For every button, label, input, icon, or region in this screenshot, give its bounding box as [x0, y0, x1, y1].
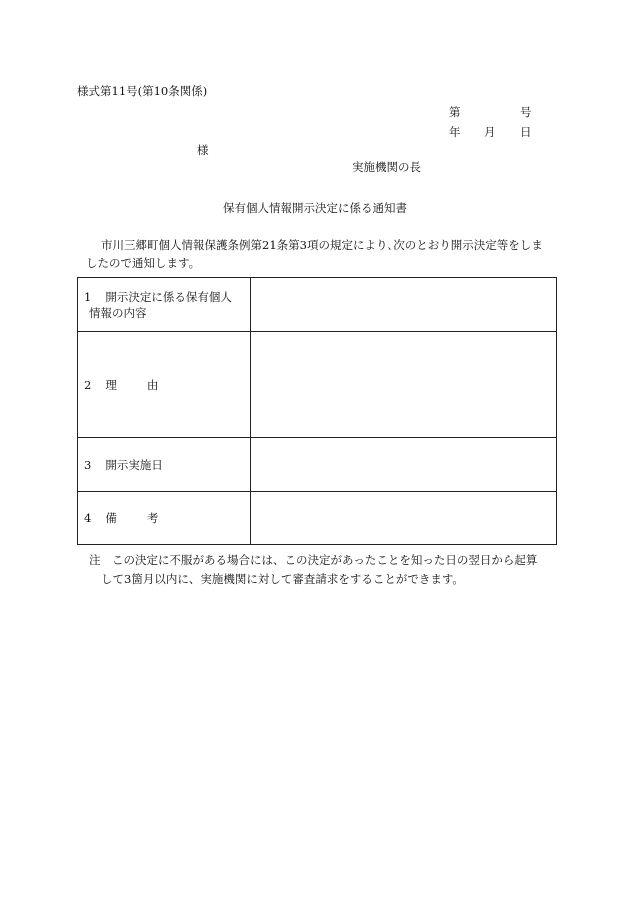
intro-line-1: 市川三郷町個人情報保護条例第21条第3項の規定により､次のとおり開示決定等をしま [101, 238, 543, 252]
date-day-label: 日 [520, 125, 532, 139]
table-row [78, 332, 557, 438]
row-2-label-a: 理 [105, 377, 117, 392]
row-4-label-b: 考 [146, 511, 159, 525]
row-1-label [78, 278, 251, 332]
row-1-label-line-1: 開示決定に係る保有個人 [105, 289, 232, 304]
table-row [78, 278, 557, 332]
doc-number-suffix: 号 [520, 105, 532, 119]
table-row [78, 492, 557, 545]
intro-line-2: したので通知します。 [86, 256, 201, 270]
row-1-label-line-2: 情報の内容 [89, 305, 147, 320]
row-4-label [78, 492, 251, 545]
row-2-number: 2 [84, 377, 92, 392]
form-number: 様式第11号(第10条関係) [77, 84, 208, 98]
doc-number-prefix: 第 [449, 105, 461, 119]
row-3-number: 3 [84, 457, 92, 472]
document-title: 保有個人情報開示決定に係る通知書 [223, 201, 407, 215]
date-month-label: 月 [484, 125, 496, 139]
table-row [78, 438, 557, 492]
row-1-value[interactable] [251, 278, 557, 332]
row-3-value[interactable] [251, 438, 557, 492]
row-2-label [78, 332, 251, 438]
row-2-label-b: 由 [146, 377, 159, 392]
date-year-label: 年 [449, 125, 461, 139]
disclosure-table [77, 277, 557, 545]
row-4-number: 4 [84, 511, 92, 525]
row-3-label-text: 開示実施日 [105, 457, 163, 472]
note-line-1: 注 この決定に不服がある場合には、この決定があったことを知った日の翌日から起算 [89, 553, 538, 567]
row-1-number: 1 [84, 289, 92, 304]
row-2-value[interactable] [251, 332, 557, 438]
row-3-label [78, 438, 251, 492]
note-line-2: して3箇月以内に、実施機関に対して審査請求をすることができます。 [101, 572, 464, 586]
sender-title: 実施機関の長 [352, 160, 421, 174]
addressee-suffix: 様 [197, 143, 209, 157]
row-4-value[interactable] [251, 492, 557, 545]
row-4-label-a: 備 [105, 511, 117, 525]
